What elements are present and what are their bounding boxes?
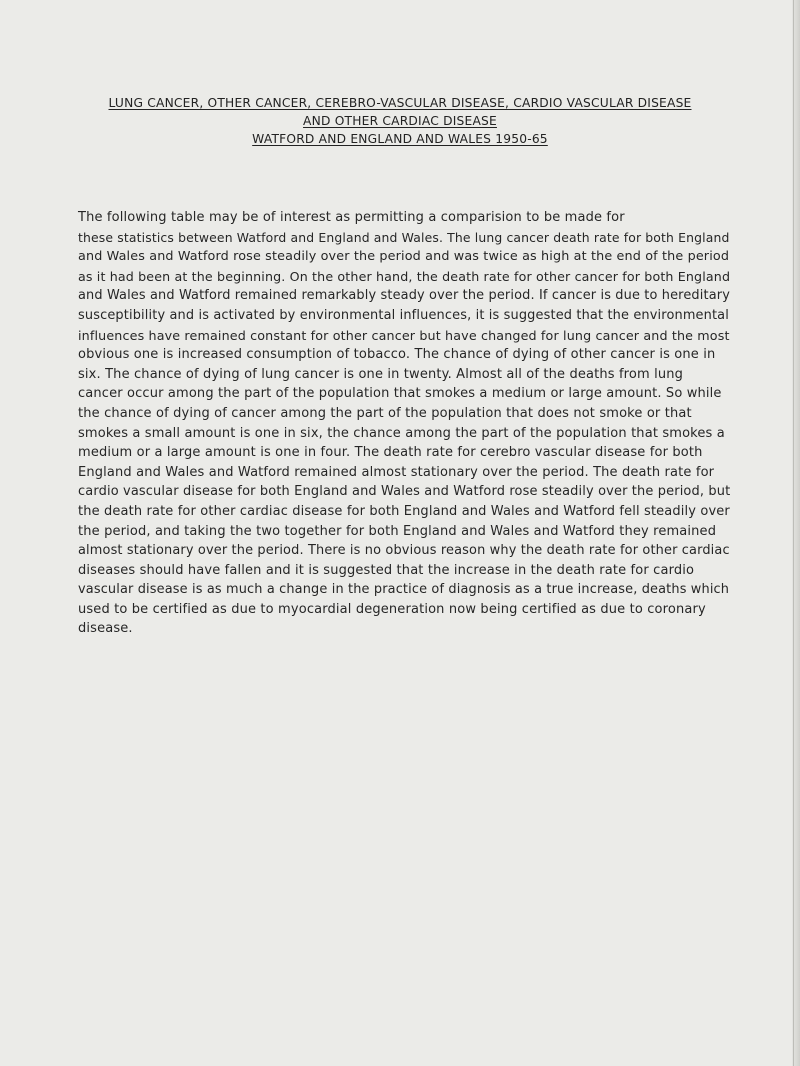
body-line: The following table may be of interest as permitting a comparision to be made for — [78, 210, 625, 225]
body-line: cancer occur among the part of the population that smokes a medium or large amount. So while — [78, 386, 722, 402]
document-heading — [0, 94, 800, 148]
page-edge-line — [793, 0, 794, 1066]
body-line: the period, and taking the two together for both England and Wales and Watford they remained — [78, 523, 717, 539]
heading-line-3: WATFORD AND ENGLAND AND WALES 1950-65 — [252, 132, 548, 146]
body-line: almost stationary over the period. There is no obvious reason why the death rate for other cardiac — [78, 543, 730, 559]
body-paragraph — [78, 208, 730, 639]
body-line: the chance of dying of cancer among the part of the population that does not smoke or that — [78, 405, 692, 421]
body-line: as it had been at the beginning. On the other hand, the death rate for other cancer for both England — [78, 268, 731, 284]
heading-line-1: LUNG CANCER, OTHER CANCER, CEREBRO-VASCULAR DISEASE, CARDIO VASCULAR DISEASE — [108, 96, 692, 110]
heading-line-2: AND OTHER CARDIAC DISEASE — [303, 114, 497, 128]
body-line: diseases should have fallen and it is suggested that the increase in the death rate for cardio — [78, 562, 695, 578]
body-line: obvious one is increased consumption of tobacco. The chance of dying of other cancer is one in — [78, 347, 716, 363]
body-line: and Wales and Watford rose steadily over the period and was twice as high at the end of the period — [78, 249, 730, 265]
body-line: used to be certified as due to myocardial degeneration now being certified as due to coronary — [78, 601, 706, 617]
body-line: smokes a small amount is one in six, the chance among the part of the population that smokes a — [78, 425, 725, 441]
body-line: influences have remained constant for other cancer but have changed for lung cancer and the most — [78, 327, 730, 343]
body-line: disease. — [78, 621, 133, 637]
body-line: cardio vascular disease for both England and Wales and Watford rose steadily over the period, but — [78, 484, 731, 500]
body-line: and Wales and Watford remained remarkably steady over the period. If cancer is due to hereditary — [78, 288, 730, 304]
body-line: susceptibility and is activated by environmental influences, it is suggested that the environmental — [78, 307, 729, 323]
body-line: the death rate for other cardiac disease for both England and Wales and Watford fell steadily over — [78, 503, 730, 519]
body-line: medium or a large amount is one in four. The death rate for cerebro vascular disease for both — [78, 445, 703, 461]
body-line: these statistics between Watford and England and Wales. The lung cancer death rate for both England — [78, 229, 730, 245]
body-line: vascular disease is as much a change in the practice of diagnosis as a true increase, deaths which — [78, 582, 730, 598]
body-line: England and Wales and Watford remained almost stationary over the period. The death rate for — [78, 464, 715, 480]
body-line: six. The chance of dying of lung cancer is one in twenty. Almost all of the deaths from lung — [78, 366, 684, 382]
